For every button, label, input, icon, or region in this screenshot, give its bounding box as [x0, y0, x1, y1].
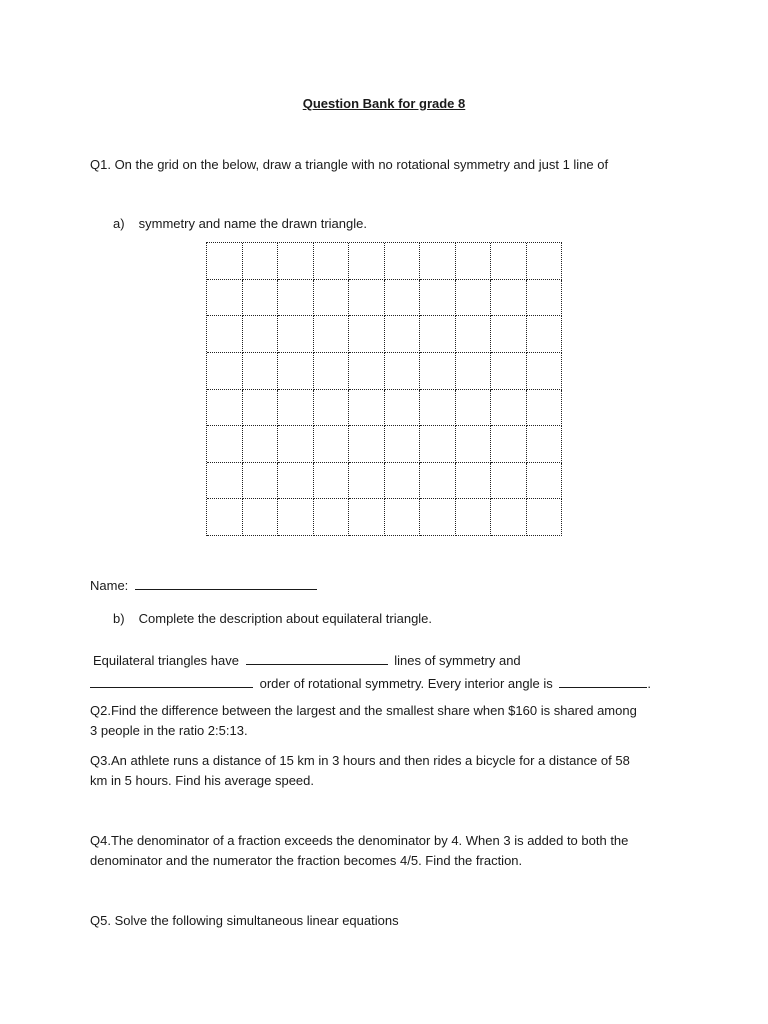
question-3-line-1: Q3.An athlete runs a distance of 15 km in 3 hours and then rides a bicycle for a distance of 58 — [90, 753, 630, 768]
grid-cell[interactable] — [456, 390, 492, 427]
grid-cell[interactable] — [207, 426, 243, 463]
grid-cell[interactable] — [385, 280, 421, 317]
grid-cell[interactable] — [385, 499, 421, 536]
grid-cell[interactable] — [491, 280, 527, 317]
grid-cell[interactable] — [207, 316, 243, 353]
name-line — [90, 575, 317, 596]
grid-cell[interactable] — [491, 316, 527, 353]
grid-cell[interactable] — [278, 353, 314, 390]
grid-cell[interactable] — [420, 426, 456, 463]
grid-cell[interactable] — [456, 243, 492, 280]
grid-cell[interactable] — [278, 499, 314, 536]
question-2-line-2: 3 people in the ratio 2:5:13. — [90, 723, 248, 738]
grid-cell[interactable] — [207, 243, 243, 280]
grid-cell[interactable] — [385, 243, 421, 280]
fill-line2-end: . — [647, 676, 651, 691]
grid-cell[interactable] — [243, 353, 279, 390]
grid-cell[interactable] — [385, 463, 421, 500]
grid-cell[interactable] — [278, 280, 314, 317]
grid-cell[interactable] — [243, 463, 279, 500]
question-3-line-2: km in 5 hours. Find his average speed. — [90, 773, 315, 788]
grid-cell[interactable] — [314, 426, 350, 463]
grid-cell[interactable] — [420, 390, 456, 427]
grid-cell[interactable] — [420, 499, 456, 536]
part-b-label: b) — [113, 611, 125, 626]
grid-cell[interactable] — [278, 426, 314, 463]
grid-cell[interactable] — [527, 390, 563, 427]
grid-cell[interactable] — [456, 353, 492, 390]
name-label: Name: — [90, 578, 129, 593]
question-4-line-1: Q4.The denominator of a fraction exceeds the denominator by 4. When 3 is added to both the — [90, 833, 629, 848]
grid-cell[interactable] — [349, 463, 385, 500]
grid-cell[interactable] — [385, 426, 421, 463]
grid-cell[interactable] — [314, 353, 350, 390]
grid-cell[interactable] — [456, 426, 492, 463]
grid-cell[interactable] — [314, 390, 350, 427]
grid-cell[interactable] — [349, 426, 385, 463]
grid-cell[interactable] — [491, 243, 527, 280]
grid-cell[interactable] — [420, 280, 456, 317]
grid-cell[interactable] — [278, 463, 314, 500]
grid-cell[interactable] — [527, 280, 563, 317]
question-5-text: Q5. Solve the following simultaneous linear equations — [90, 913, 399, 928]
grid-cell[interactable] — [491, 463, 527, 500]
grid-cell[interactable] — [349, 353, 385, 390]
question-1a — [113, 214, 367, 234]
grid-cell[interactable] — [243, 243, 279, 280]
page-title: Question Bank for grade 8 — [302, 96, 466, 111]
grid-cell[interactable] — [278, 243, 314, 280]
grid-cell[interactable] — [456, 463, 492, 500]
grid-cell[interactable] — [314, 499, 350, 536]
grid-cell[interactable] — [527, 426, 563, 463]
grid-cell[interactable] — [420, 316, 456, 353]
grid-cell[interactable] — [385, 390, 421, 427]
question-1b — [113, 609, 432, 629]
grid-cell[interactable] — [243, 499, 279, 536]
question-1-text: Q1. On the grid on the below, draw a triangle with no rotational symmetry and just 1 line of — [90, 157, 609, 172]
grid-cell[interactable] — [207, 353, 243, 390]
grid-cell[interactable] — [527, 243, 563, 280]
grid-cell[interactable] — [527, 353, 563, 390]
fill-line2-mid: order of rotational symmetry. Every interior angle is — [259, 676, 553, 691]
grid-cell[interactable] — [349, 280, 385, 317]
grid-cell[interactable] — [349, 499, 385, 536]
grid-cell[interactable] — [491, 390, 527, 427]
grid-cell[interactable] — [207, 390, 243, 427]
grid-cell[interactable] — [527, 499, 563, 536]
grid-cell[interactable] — [207, 463, 243, 500]
grid-cell[interactable] — [314, 243, 350, 280]
grid-cell[interactable] — [420, 243, 456, 280]
fill-line1-start: Equilateral triangles have — [93, 653, 239, 668]
part-b-text: Complete the description about equilateral triangle. — [138, 611, 433, 626]
grid-cell[interactable] — [420, 353, 456, 390]
grid-cell[interactable] — [527, 463, 563, 500]
grid-cell[interactable] — [491, 499, 527, 536]
grid-cell[interactable] — [420, 463, 456, 500]
grid-cell[interactable] — [349, 243, 385, 280]
rotational-order-blank[interactable] — [90, 673, 253, 688]
grid-cell[interactable] — [314, 316, 350, 353]
fill-in-line-2 — [90, 673, 651, 694]
grid-cell[interactable] — [527, 316, 563, 353]
grid-cell[interactable] — [243, 390, 279, 427]
fill-in-line-1 — [93, 650, 521, 671]
grid-cell[interactable] — [491, 426, 527, 463]
grid-cell[interactable] — [243, 426, 279, 463]
lines-of-symmetry-blank[interactable] — [246, 650, 388, 665]
interior-angle-blank[interactable] — [559, 673, 647, 688]
grid-cell[interactable] — [243, 316, 279, 353]
question-2-line-1: Q2.Find the difference between the largest and the smallest share when $160 is shared among — [90, 703, 637, 718]
grid-cell[interactable] — [491, 353, 527, 390]
grid-cell[interactable] — [456, 499, 492, 536]
fill-line1-end: lines of symmetry and — [394, 653, 521, 668]
grid-cell[interactable] — [385, 353, 421, 390]
part-a-text: symmetry and name the drawn triangle. — [138, 216, 367, 231]
grid-cell[interactable] — [207, 280, 243, 317]
grid-cell[interactable] — [456, 316, 492, 353]
drawing-grid — [206, 242, 562, 536]
grid-cell[interactable] — [456, 280, 492, 317]
grid-cell[interactable] — [314, 463, 350, 500]
part-a-label: a) — [113, 216, 125, 231]
name-blank[interactable] — [135, 575, 317, 590]
grid-cell[interactable] — [278, 390, 314, 427]
grid-cell[interactable] — [314, 280, 350, 317]
grid-cell[interactable] — [349, 316, 385, 353]
grid-cell[interactable] — [349, 390, 385, 427]
question-4-line-2: denominator and the numerator the fraction becomes 4/5. Find the fraction. — [90, 853, 523, 868]
grid-cell[interactable] — [207, 499, 243, 536]
grid-cell[interactable] — [243, 280, 279, 317]
grid-cell[interactable] — [385, 316, 421, 353]
grid-cell[interactable] — [278, 316, 314, 353]
